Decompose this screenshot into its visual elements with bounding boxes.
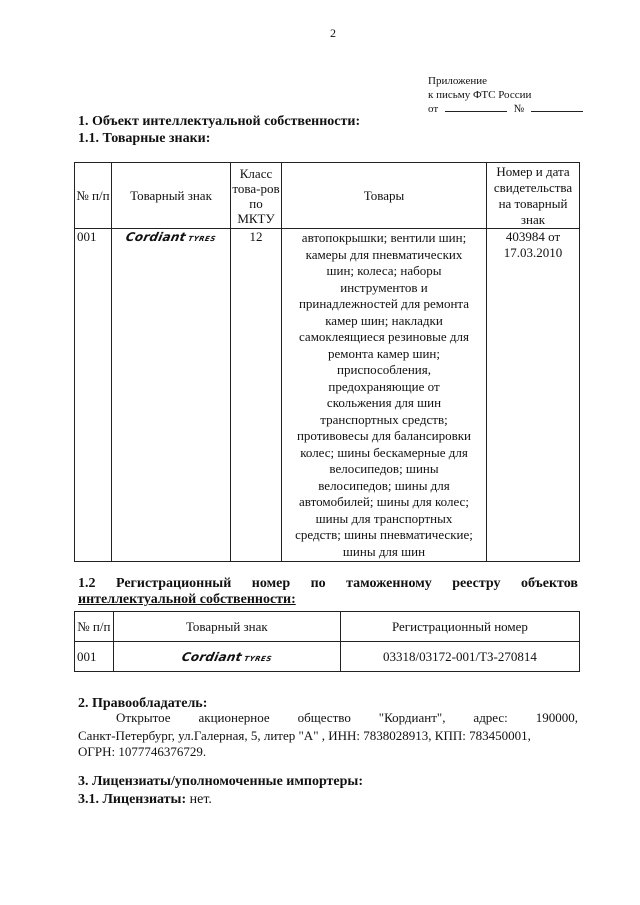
header-mark: Товарный знак: [113, 612, 340, 642]
holder-word: адрес:: [473, 710, 508, 725]
section-1-2-word: таможенному: [346, 576, 432, 591]
trademarks-table: [74, 162, 580, 562]
goods-line: камер шин; накладки: [325, 312, 443, 328]
goods-line: скольжения для шин: [326, 395, 442, 410]
section-1-2-line-2: интеллектуальной собственности:: [78, 592, 296, 607]
number-blank: [531, 111, 583, 112]
section-1-2-word: номер: [251, 576, 291, 591]
goods-line: приспособления,: [337, 362, 431, 377]
row-mark: [113, 642, 340, 672]
section-1-2-word: по: [310, 576, 326, 591]
header-mark: Товарный знак: [112, 163, 231, 229]
header-num: № п/п: [75, 612, 114, 642]
holder-word: 190000,: [535, 710, 578, 725]
header-cert: Номер и дата свидетельства на товарный знак: [487, 163, 580, 229]
row-class: 12: [231, 229, 282, 562]
holder-line-2: Санкт-Петербург, ул.Галерная, 5, литер "А" , ИНН: 7838028913, КПП: 783450001,: [78, 728, 531, 743]
licensees-label: 3.1. Лицензиаты:: [78, 792, 187, 807]
goods-line: велосипедов; шины: [329, 461, 439, 476]
holder-word: "Кордиант",: [378, 710, 446, 725]
cordiant-logo: CordiantTYRES: [124, 230, 217, 244]
table-row: [75, 229, 580, 562]
goods-line: шин; колеса; наборы: [326, 263, 442, 278]
header-class: Класс това-ров по МКТУ: [231, 163, 282, 229]
row-num: 001: [75, 642, 114, 672]
cordiant-logo: CordiantTYRES: [180, 649, 273, 664]
goods-line: камеры для пневматических: [305, 246, 463, 262]
goods-line: противовесы для балансировки: [296, 428, 472, 443]
appendix-line-3: [428, 102, 583, 116]
goods-line: ремонта камер шин;: [328, 345, 440, 361]
appendix-no-label: №: [513, 103, 525, 115]
goods-line: принадлежностей для ремонта: [298, 296, 470, 311]
registry-table: [74, 611, 580, 672]
section-1-2-word: Регистрационный: [115, 576, 232, 591]
cert-date: 17.03.2010: [503, 245, 563, 260]
goods-line: инструментов и: [340, 279, 428, 295]
date-blank: [445, 111, 507, 112]
goods-line: транспортных средств;: [320, 411, 448, 427]
row-mark: [112, 229, 231, 562]
header-goods: Товары: [282, 163, 487, 229]
row-cert: [487, 229, 580, 562]
section-1-title: 1. Объект интеллектуальной собственности:: [78, 114, 361, 129]
holder-word: акционерное: [198, 710, 270, 725]
section-3-1: [78, 792, 212, 808]
appendix-from-label: от: [428, 103, 439, 115]
row-goods: [282, 229, 487, 562]
header-reg: Регистрационный номер: [340, 612, 579, 642]
goods-line: шины для шин: [342, 543, 426, 559]
appendix-line-1: Приложение: [428, 75, 488, 87]
section-1-2-word: 1.2: [78, 576, 96, 591]
section-1-2-line-1: [78, 576, 578, 592]
goods-line: самоклеящиеся резиновые для: [299, 329, 469, 344]
table-row: [75, 642, 580, 672]
row-num: 001: [75, 229, 112, 562]
table-header-row: [75, 612, 580, 642]
goods-line: шины для транспортных: [315, 510, 453, 526]
holder-line-3: ОГРН: 1077746376729.: [78, 744, 207, 759]
section-1-1-title: 1.1. Товарные знаки:: [78, 131, 211, 146]
goods-line: автопокрышки; вентили шин;: [301, 230, 467, 245]
goods-line: автомобилей; шины для колес;: [299, 494, 469, 509]
row-reg: 03318/03172-001/ТЗ-270814: [340, 642, 579, 672]
section-1-2-word: объектов: [520, 576, 578, 591]
section-1-2-word: реестру: [452, 576, 501, 591]
page-number: 2: [330, 26, 336, 40]
holder-word: общество: [297, 710, 351, 725]
goods-line: средств; шины пневматические;: [295, 527, 473, 542]
goods-line: предохраняющие от: [328, 378, 440, 394]
goods-line: велосипедов; шины для: [318, 477, 450, 493]
licensees-value: нет.: [186, 792, 212, 807]
appendix-block: [428, 74, 583, 116]
header-num: № п/п: [75, 163, 112, 229]
holder-line-1: [116, 710, 578, 726]
goods-line: колес; шины бескамерные для: [300, 444, 468, 460]
table-header-row: [75, 163, 580, 229]
appendix-line-2: к письму ФТС России: [428, 89, 532, 101]
holder-word: Открытое: [116, 710, 171, 725]
section-2-title: 2. Правообладатель:: [78, 696, 208, 711]
section-3-title: 3. Лицензиаты/уполномоченные импортеры:: [78, 774, 364, 789]
cert-number: 403984 от: [505, 229, 561, 244]
